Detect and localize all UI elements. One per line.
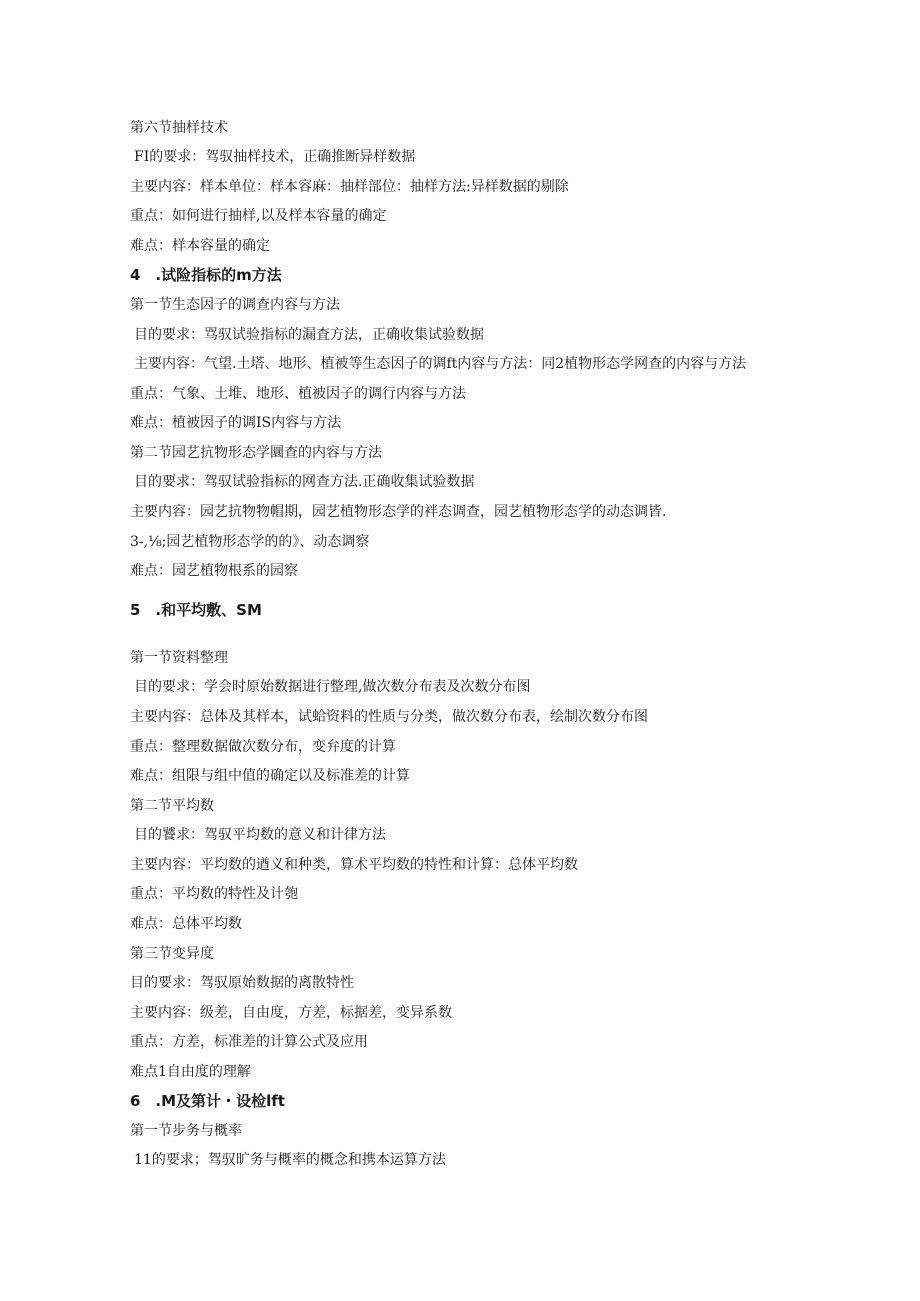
- chapter-heading: 5 .和平均敷、SM: [130, 601, 262, 619]
- section-heading: 第六节抽样技术: [130, 120, 228, 136]
- chapter-heading: 4 .试险指标的m方法: [130, 266, 282, 284]
- key-point-text: 重点：气象、土堆、地形、植被因子的调行内容与方法: [130, 386, 466, 402]
- section-heading: 第一节步务与概率: [130, 1123, 242, 1139]
- content-text: 主要内容：园艺抗物物帽期，园艺植物形态学的袢态调查，园艺植物形态学的动态调皆.: [130, 504, 667, 520]
- key-point-text: 3-,⅛;园艺植物形态学的的》、动态调察: [130, 534, 370, 550]
- objective-text: 目的要求：驾驭原始数据的离散特性: [130, 975, 354, 991]
- difficulty-text: 难点：植被因子的调IS内容与方法: [130, 415, 342, 431]
- difficulty-text: 难点1自由度的理解: [130, 1064, 251, 1080]
- chapter-heading: 6 .M及第计・设检lft: [130, 1092, 285, 1110]
- objective-text: FI的要求：驾驭抽样技术，正确推断异样数据: [134, 149, 416, 165]
- difficulty-text: 难点：组限与组中值的确定以及标准差的计算: [130, 768, 410, 784]
- section-heading: 第二节平均数: [130, 798, 214, 814]
- section-heading: 第一节资料整理: [130, 650, 228, 666]
- difficulty-text: 难点：总体平均数: [130, 916, 242, 932]
- section-heading: 第一节生态因子的调查内容与方法: [130, 297, 340, 313]
- content-text: 主要内容：级差，自由度，方差，标据差，变异系数: [130, 1005, 452, 1021]
- objective-text: 11的要求；驾驭旷务与概率的概念和携本运算方法: [134, 1152, 446, 1168]
- content-text: 主要内容：气望.土塔、地形、植被等生态因子的调ft内容与方法：同2植物形态学网查的内容与方法: [134, 356, 747, 372]
- difficulty-text: 难点：园艺植物根系的园察: [130, 563, 298, 579]
- section-heading: 第二节园艺抗物形态学圜查的内容与方法: [130, 445, 382, 461]
- objective-text: 目的要求：骂驭试验指标的漏査方法，正确收集试验数据: [134, 327, 484, 343]
- key-point-text: 重点：平均数的特性及计匏: [130, 886, 298, 902]
- content-text: 主要内容：样本单位：样本容麻：抽样部位：抽样方法:异样数据的剔除: [130, 179, 569, 195]
- section-heading: 第三节变异度: [130, 946, 214, 962]
- objective-text: 目的饕求：驾驭平均数的意义和计律方法: [134, 827, 386, 843]
- objective-text: 目的要求：驾驭试验指标的网查方法.正确收集试验数据: [134, 474, 475, 490]
- key-point-text: 重点：如何进行抽样,以及样本容量的确定: [130, 208, 387, 224]
- objective-text: 目的要求：学会时原始数据进行整理,做次数分布表及次数分布图: [134, 679, 531, 695]
- content-text: 主要内容：总体及其样本，试蛤资料的性质与分类，做次数分布表，绘制次数分布图: [130, 709, 648, 725]
- key-point-text: 重点：整理数据做次数分布，变弁度的计算: [130, 739, 396, 755]
- difficulty-text: 难点：样本容量的确定: [130, 238, 270, 254]
- content-text: 主要内容：平均数的遒义和种类，算术平均数的特性和计算：总体平均数: [130, 857, 578, 873]
- key-point-text: 重点：方差，标准差的计算公式及应用: [130, 1034, 368, 1050]
